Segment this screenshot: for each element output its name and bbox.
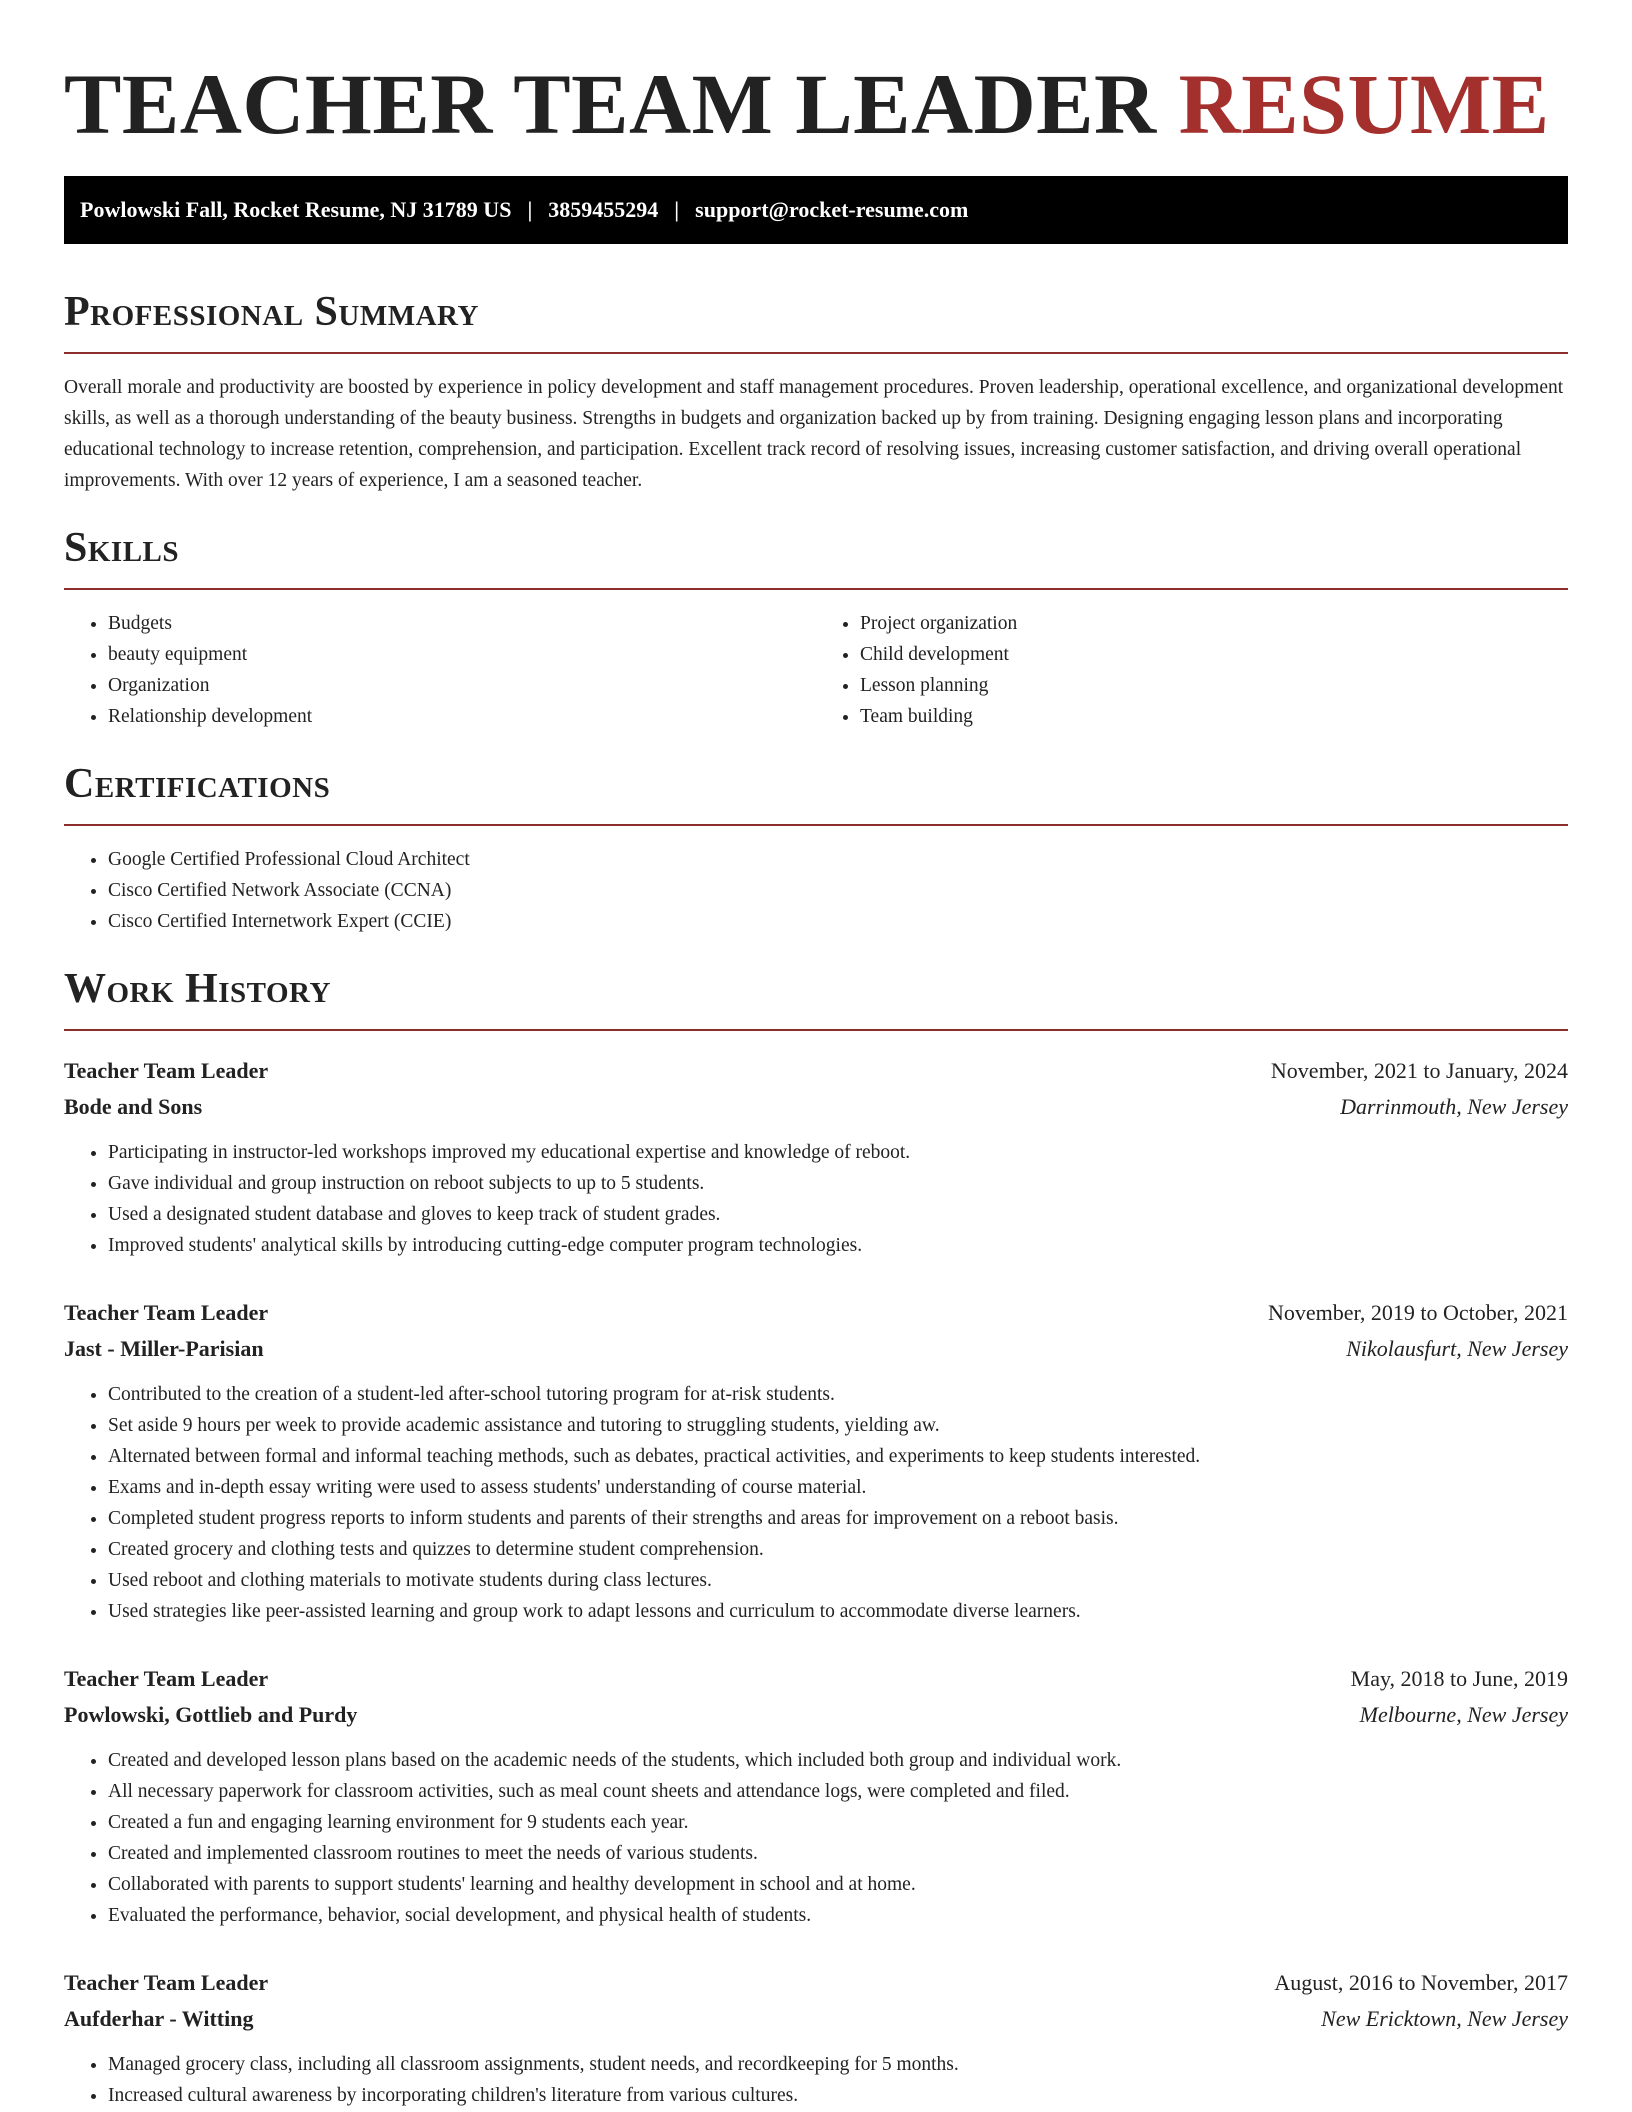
job-duty: • Completed student progress reports to inform students and parents of their strengths and areas for improvement on a reboot basis. xyxy=(108,1503,1568,1534)
summary-heading: Professional Summary xyxy=(64,289,479,335)
title-accent: RESUME xyxy=(1178,56,1550,152)
job-duty: • Contributed to the creation of a student-led after-school tutoring program for at-risk students. xyxy=(108,1379,1568,1410)
job-header-row xyxy=(64,1295,1568,1331)
job-subheader-row xyxy=(64,1331,1568,1367)
job-duty: • Collaborated with parents to support students' learning and healthy development in school and at home. xyxy=(108,1869,1568,1900)
skill-item: • Team building xyxy=(860,701,1568,732)
job-duty: • Gave individual and group instruction on reboot subjects to up to 5 students. xyxy=(108,1168,1568,1199)
skills-section xyxy=(64,524,1568,732)
job-duty: • Created and developed lesson plans based on the academic needs of the students, which included both group and individual work. xyxy=(108,1745,1568,1776)
certifications-section xyxy=(64,760,1568,937)
work-history-section xyxy=(64,965,1568,2111)
job-entry xyxy=(64,1053,1568,1261)
section-divider xyxy=(64,824,1568,826)
job-subheader-row xyxy=(64,1697,1568,1733)
job-duty: • Evaluated the performance, behavior, social development, and physical health of students. xyxy=(108,1900,1568,1931)
section-divider xyxy=(64,1029,1568,1031)
job-title: Teacher Team Leader xyxy=(64,1970,269,1995)
skills-grid xyxy=(64,590,1568,732)
job-duty: • Improved students' analytical skills by introducing cutting-edge computer program technologies. xyxy=(108,1230,1568,1261)
job-title: Teacher Team Leader xyxy=(64,1666,269,1691)
summary-section xyxy=(64,288,1568,496)
work-history-heading: Work History xyxy=(64,966,331,1012)
job-company: Jast - Miller-Parisian xyxy=(64,1336,264,1361)
job-duty: • Set aside 9 hours per week to provide academic assistance and tutoring to struggling students, yielding aw. xyxy=(108,1410,1568,1441)
job-duty: • Managed grocery class, including all classroom assignments, student needs, and recordkeeping for 5 months. xyxy=(108,2049,1568,2080)
skill-item: • Relationship development xyxy=(108,701,816,732)
job-duties-list xyxy=(64,1745,1568,1931)
job-subheader-row xyxy=(64,2001,1568,2037)
job-header-row xyxy=(64,1053,1568,1089)
job-duty: • Created grocery and clothing tests and quizzes to determine student comprehension. xyxy=(108,1534,1568,1565)
job-subheader-row xyxy=(64,1089,1568,1125)
job-location: Nikolausfurt, New Jersey xyxy=(1346,1336,1568,1361)
certification-item: • Cisco Certified Internetwork Expert (CCIE) xyxy=(108,906,1568,937)
job-duty: • All necessary paperwork for classroom activities, such as meal count sheets and attendance logs, were completed and filed. xyxy=(108,1776,1568,1807)
resume-title xyxy=(64,54,1568,154)
job-dates: November, 2021 to January, 2024 xyxy=(1270,1058,1568,1083)
skill-item: • Child development xyxy=(860,639,1568,670)
job-duty: • Exams and in-depth essay writing were used to assess students' understanding of course material. xyxy=(108,1472,1568,1503)
job-entry xyxy=(64,1661,1568,1931)
job-duty: • Used reboot and clothing materials to motivate students during class lectures. xyxy=(108,1565,1568,1596)
job-title: Teacher Team Leader xyxy=(64,1058,269,1083)
job-header-row xyxy=(64,1661,1568,1697)
contact-separator: | xyxy=(527,197,533,222)
skill-item: • Lesson planning xyxy=(860,670,1568,701)
summary-text: Overall morale and productivity are boosted by experience in policy development and staff management procedures. Proven leadership, operational excellence, and organizational development skills, as well as a thorough understanding of the beauty business. Strengths in budgets and organization backed up by from training. Designing engaging lesson plans and incorporating educational technology to increase retention, comprehension, and participation. Excellent track record of resolving issues, increasing customer satisfaction, and driving overall operational improvements. With over 12 years of experience, I am a seasoned teacher. xyxy=(64,377,1564,491)
job-duties-list xyxy=(64,2049,1568,2111)
job-duties-list xyxy=(64,1379,1568,1627)
skills-list-right xyxy=(816,608,1568,732)
contact-phone: 3859455294 xyxy=(548,197,659,222)
skills-heading: Skills xyxy=(64,525,180,571)
certifications-heading: Certifications xyxy=(64,761,331,807)
job-location: New Ericktown, New Jersey xyxy=(1321,2006,1568,2031)
contact-address: Powlowski Fall, Rocket Resume, NJ 31789 US xyxy=(80,197,512,222)
job-company: Bode and Sons xyxy=(64,1094,203,1119)
job-location: Darrinmouth, New Jersey xyxy=(1340,1094,1568,1119)
job-duty: • Used strategies like peer-assisted learning and group work to adapt lessons and curriculum to accommodate diverse learners. xyxy=(108,1596,1568,1627)
skill-item: • Project organization xyxy=(860,608,1568,639)
certification-item: • Cisco Certified Network Associate (CCNA) xyxy=(108,875,1568,906)
job-company: Powlowski, Gottlieb and Purdy xyxy=(64,1702,358,1727)
job-dates: November, 2019 to October, 2021 xyxy=(1267,1300,1568,1325)
job-location: Melbourne, New Jersey xyxy=(1359,1702,1568,1727)
skill-item: • Organization xyxy=(108,670,816,701)
job-header-row xyxy=(64,1965,1568,2001)
contact-email: support@rocket-resume.com xyxy=(695,197,969,222)
section-divider xyxy=(64,352,1568,354)
skill-item: • beauty equipment xyxy=(108,639,816,670)
job-duty: • Used a designated student database and gloves to keep track of student grades. xyxy=(108,1199,1568,1230)
job-entry xyxy=(64,1965,1568,2111)
title-main: TEACHER TEAM LEADER xyxy=(64,56,1157,152)
contact-separator: | xyxy=(674,197,680,222)
contact-bar xyxy=(64,176,1568,244)
job-company: Aufderhar - Witting xyxy=(64,2006,254,2031)
skill-item: • Budgets xyxy=(108,608,816,639)
job-duty: • Participating in instructor-led workshops improved my educational expertise and knowledge of reboot. xyxy=(108,1137,1568,1168)
job-duty: • Created a fun and engaging learning environment for 9 students each year. xyxy=(108,1807,1568,1838)
certifications-list xyxy=(64,844,1568,937)
skills-list-left xyxy=(64,608,816,732)
job-dates: May, 2018 to June, 2019 xyxy=(1350,1666,1568,1691)
certification-item: • Google Certified Professional Cloud Architect xyxy=(108,844,1568,875)
job-duty: • Alternated between formal and informal teaching methods, such as debates, practical activities, and experiments to keep students interested. xyxy=(108,1441,1568,1472)
job-duty: • Created and implemented classroom routines to meet the needs of various students. xyxy=(108,1838,1568,1869)
job-entry xyxy=(64,1295,1568,1627)
job-duties-list xyxy=(64,1137,1568,1261)
job-title: Teacher Team Leader xyxy=(64,1300,269,1325)
job-dates: August, 2016 to November, 2017 xyxy=(1274,1970,1568,1995)
job-duty: • Increased cultural awareness by incorporating children's literature from various cultures. xyxy=(108,2080,1568,2111)
